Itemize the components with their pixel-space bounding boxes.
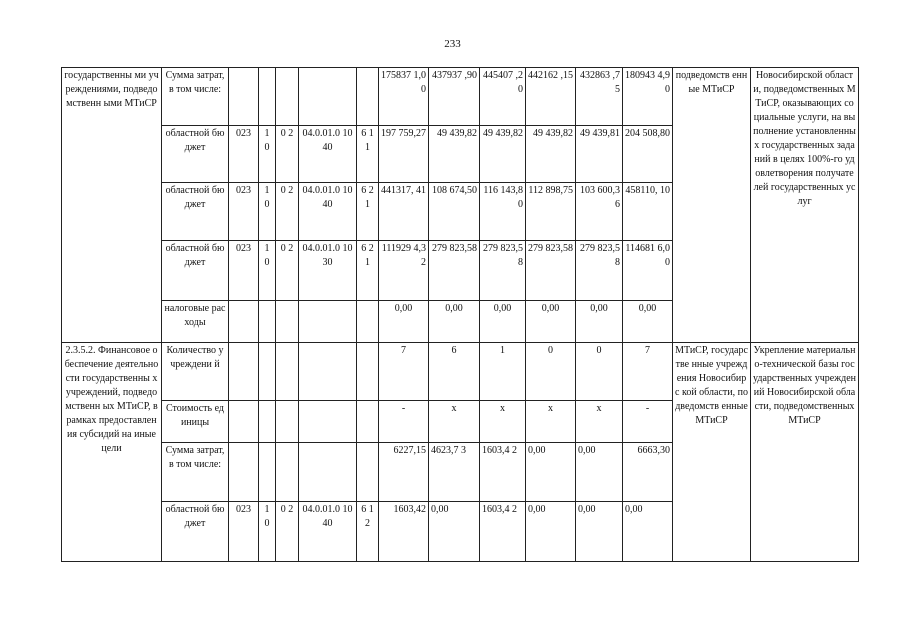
result-cell: Укрепление материально-технической базы государственных учреждений Новосибирской области, подведомственных МТиСР: [751, 343, 859, 562]
value-cell: 103 600,36: [576, 183, 623, 241]
value-cell: 279 823,58: [480, 241, 526, 301]
row-label: Сумма затрат, в том числе:: [162, 443, 229, 502]
pr-cell: [276, 401, 299, 443]
result-cell: Новосибирской области, подведомственных МТиСР, оказывающих социальные услуги, на выполнение установленных государственных заданий в целях 100%-го удовлетворения получателей государственных услуг: [751, 68, 859, 343]
value-cell: 441317, 41: [379, 183, 429, 241]
value-cell: 175837 1,00: [379, 68, 429, 126]
csr-cell: [299, 443, 357, 502]
rz-cell: [259, 343, 276, 401]
value-cell: 0: [526, 343, 576, 401]
value-cell: 442162 ,15: [526, 68, 576, 126]
rz-cell: 1 0: [259, 241, 276, 301]
vr-cell: [357, 343, 379, 401]
pr-cell: [276, 68, 299, 126]
row-label: областной бюджет: [162, 183, 229, 241]
grbs-cell: [229, 343, 259, 401]
vr-cell: [357, 443, 379, 502]
value-cell: 6227,15: [379, 443, 429, 502]
value-cell: 1603,4 2: [480, 443, 526, 502]
csr-cell: [299, 343, 357, 401]
value-cell: 114681 6,00: [623, 241, 673, 301]
value-cell: 0,00: [576, 502, 623, 562]
table-row: [62, 343, 859, 401]
csr-cell: [299, 401, 357, 443]
value-cell: 1603,4 2: [480, 502, 526, 562]
value-cell: 1603,42: [379, 502, 429, 562]
value-cell: 49 439,82: [480, 126, 526, 183]
value-cell: 0,00: [623, 502, 673, 562]
rz-cell: [259, 443, 276, 502]
pr-cell: [276, 301, 299, 343]
value-cell: 6663,30: [623, 443, 673, 502]
value-cell: 7: [379, 343, 429, 401]
pr-cell: 0 2: [276, 502, 299, 562]
value-cell: 0: [576, 343, 623, 401]
value-cell: 437937 ,90: [429, 68, 480, 126]
value-cell: 108 674,50: [429, 183, 480, 241]
pr-cell: [276, 343, 299, 401]
value-cell: 0,00: [623, 301, 673, 343]
row-label: областной бюджет: [162, 241, 229, 301]
rz-cell: [259, 401, 276, 443]
goal-cell: 2.3.5.2. Финансовое обеспечение деятельности государственны х учреждений, подведомственн ых МТиСР, в рамках предоставления субсидий на иные цели: [62, 343, 162, 562]
grbs-cell: [229, 401, 259, 443]
pr-cell: 0 2: [276, 183, 299, 241]
value-cell: 458110, 10: [623, 183, 673, 241]
pr-cell: 0 2: [276, 241, 299, 301]
pr-cell: 0 2: [276, 126, 299, 183]
grbs-cell: [229, 301, 259, 343]
rz-cell: 1 0: [259, 183, 276, 241]
grbs-cell: 023: [229, 126, 259, 183]
vr-cell: 6 2 1: [357, 183, 379, 241]
row-label: налоговые расходы: [162, 301, 229, 343]
table-row: [62, 68, 859, 126]
csr-cell: 04.0.01.0 1040: [299, 502, 357, 562]
value-cell: х: [526, 401, 576, 443]
grbs-cell: 023: [229, 241, 259, 301]
value-cell: 204 508,80: [623, 126, 673, 183]
row-label: Стоимость единицы: [162, 401, 229, 443]
value-cell: х: [576, 401, 623, 443]
value-cell: 279 823,58: [576, 241, 623, 301]
csr-cell: 04.0.01.0 1040: [299, 183, 357, 241]
csr-cell: 04.0.01.0 1030: [299, 241, 357, 301]
vr-cell: 6 1 2: [357, 502, 379, 562]
value-cell: 279 823,58: [526, 241, 576, 301]
vr-cell: [357, 68, 379, 126]
grbs-cell: 023: [229, 502, 259, 562]
page-number: 233: [444, 38, 461, 50]
vr-cell: [357, 401, 379, 443]
csr-cell: [299, 301, 357, 343]
value-cell: 0,00: [576, 301, 623, 343]
csr-cell: [299, 68, 357, 126]
row-label: Сумма затрат, в том числе:: [162, 68, 229, 126]
value-cell: -: [623, 401, 673, 443]
grbs-cell: [229, 68, 259, 126]
rz-cell: [259, 68, 276, 126]
vr-cell: 6 2 1: [357, 241, 379, 301]
row-label: Количество учреждени й: [162, 343, 229, 401]
value-cell: х: [429, 401, 480, 443]
row-label: областной бюджет: [162, 126, 229, 183]
value-cell: х: [480, 401, 526, 443]
value-cell: 49 439,81: [576, 126, 623, 183]
value-cell: 49 439,82: [429, 126, 480, 183]
value-cell: 0,00: [429, 502, 480, 562]
value-cell: 1: [480, 343, 526, 401]
value-cell: 180943 4,90: [623, 68, 673, 126]
value-cell: 0,00: [379, 301, 429, 343]
value-cell: 0,00: [526, 301, 576, 343]
rz-cell: [259, 301, 276, 343]
goal-cell: государственны ми учреждениями, подведомственн ыми МТиСР: [62, 68, 162, 343]
value-cell: 0,00: [526, 443, 576, 502]
value-cell: 197 759,27: [379, 126, 429, 183]
rz-cell: 1 0: [259, 502, 276, 562]
value-cell: 49 439,82: [526, 126, 576, 183]
value-cell: 7: [623, 343, 673, 401]
executor-cell: МТиСР, государстве нные учреждения Новосибирс кой области, подведомств енные МТиСР: [673, 343, 751, 562]
value-cell: 6: [429, 343, 480, 401]
grbs-cell: 023: [229, 183, 259, 241]
value-cell: 111929 4,32: [379, 241, 429, 301]
vr-cell: 6 1 1: [357, 126, 379, 183]
vr-cell: [357, 301, 379, 343]
value-cell: 0,00: [429, 301, 480, 343]
pr-cell: [276, 443, 299, 502]
executor-cell: подведомств енные МТиСР: [673, 68, 751, 343]
value-cell: 116 143,80: [480, 183, 526, 241]
value-cell: 0,00: [526, 502, 576, 562]
value-cell: 279 823,58: [429, 241, 480, 301]
csr-cell: 04.0.01.0 1040: [299, 126, 357, 183]
value-cell: -: [379, 401, 429, 443]
value-cell: 445407 ,20: [480, 68, 526, 126]
row-label: областной бюджет: [162, 502, 229, 562]
grbs-cell: [229, 443, 259, 502]
value-cell: 112 898,75: [526, 183, 576, 241]
value-cell: 432863 ,75: [576, 68, 623, 126]
rz-cell: 1 0: [259, 126, 276, 183]
value-cell: 0,00: [480, 301, 526, 343]
value-cell: 0,00: [576, 443, 623, 502]
program-table: [61, 67, 859, 562]
value-cell: 4623,7 3: [429, 443, 480, 502]
